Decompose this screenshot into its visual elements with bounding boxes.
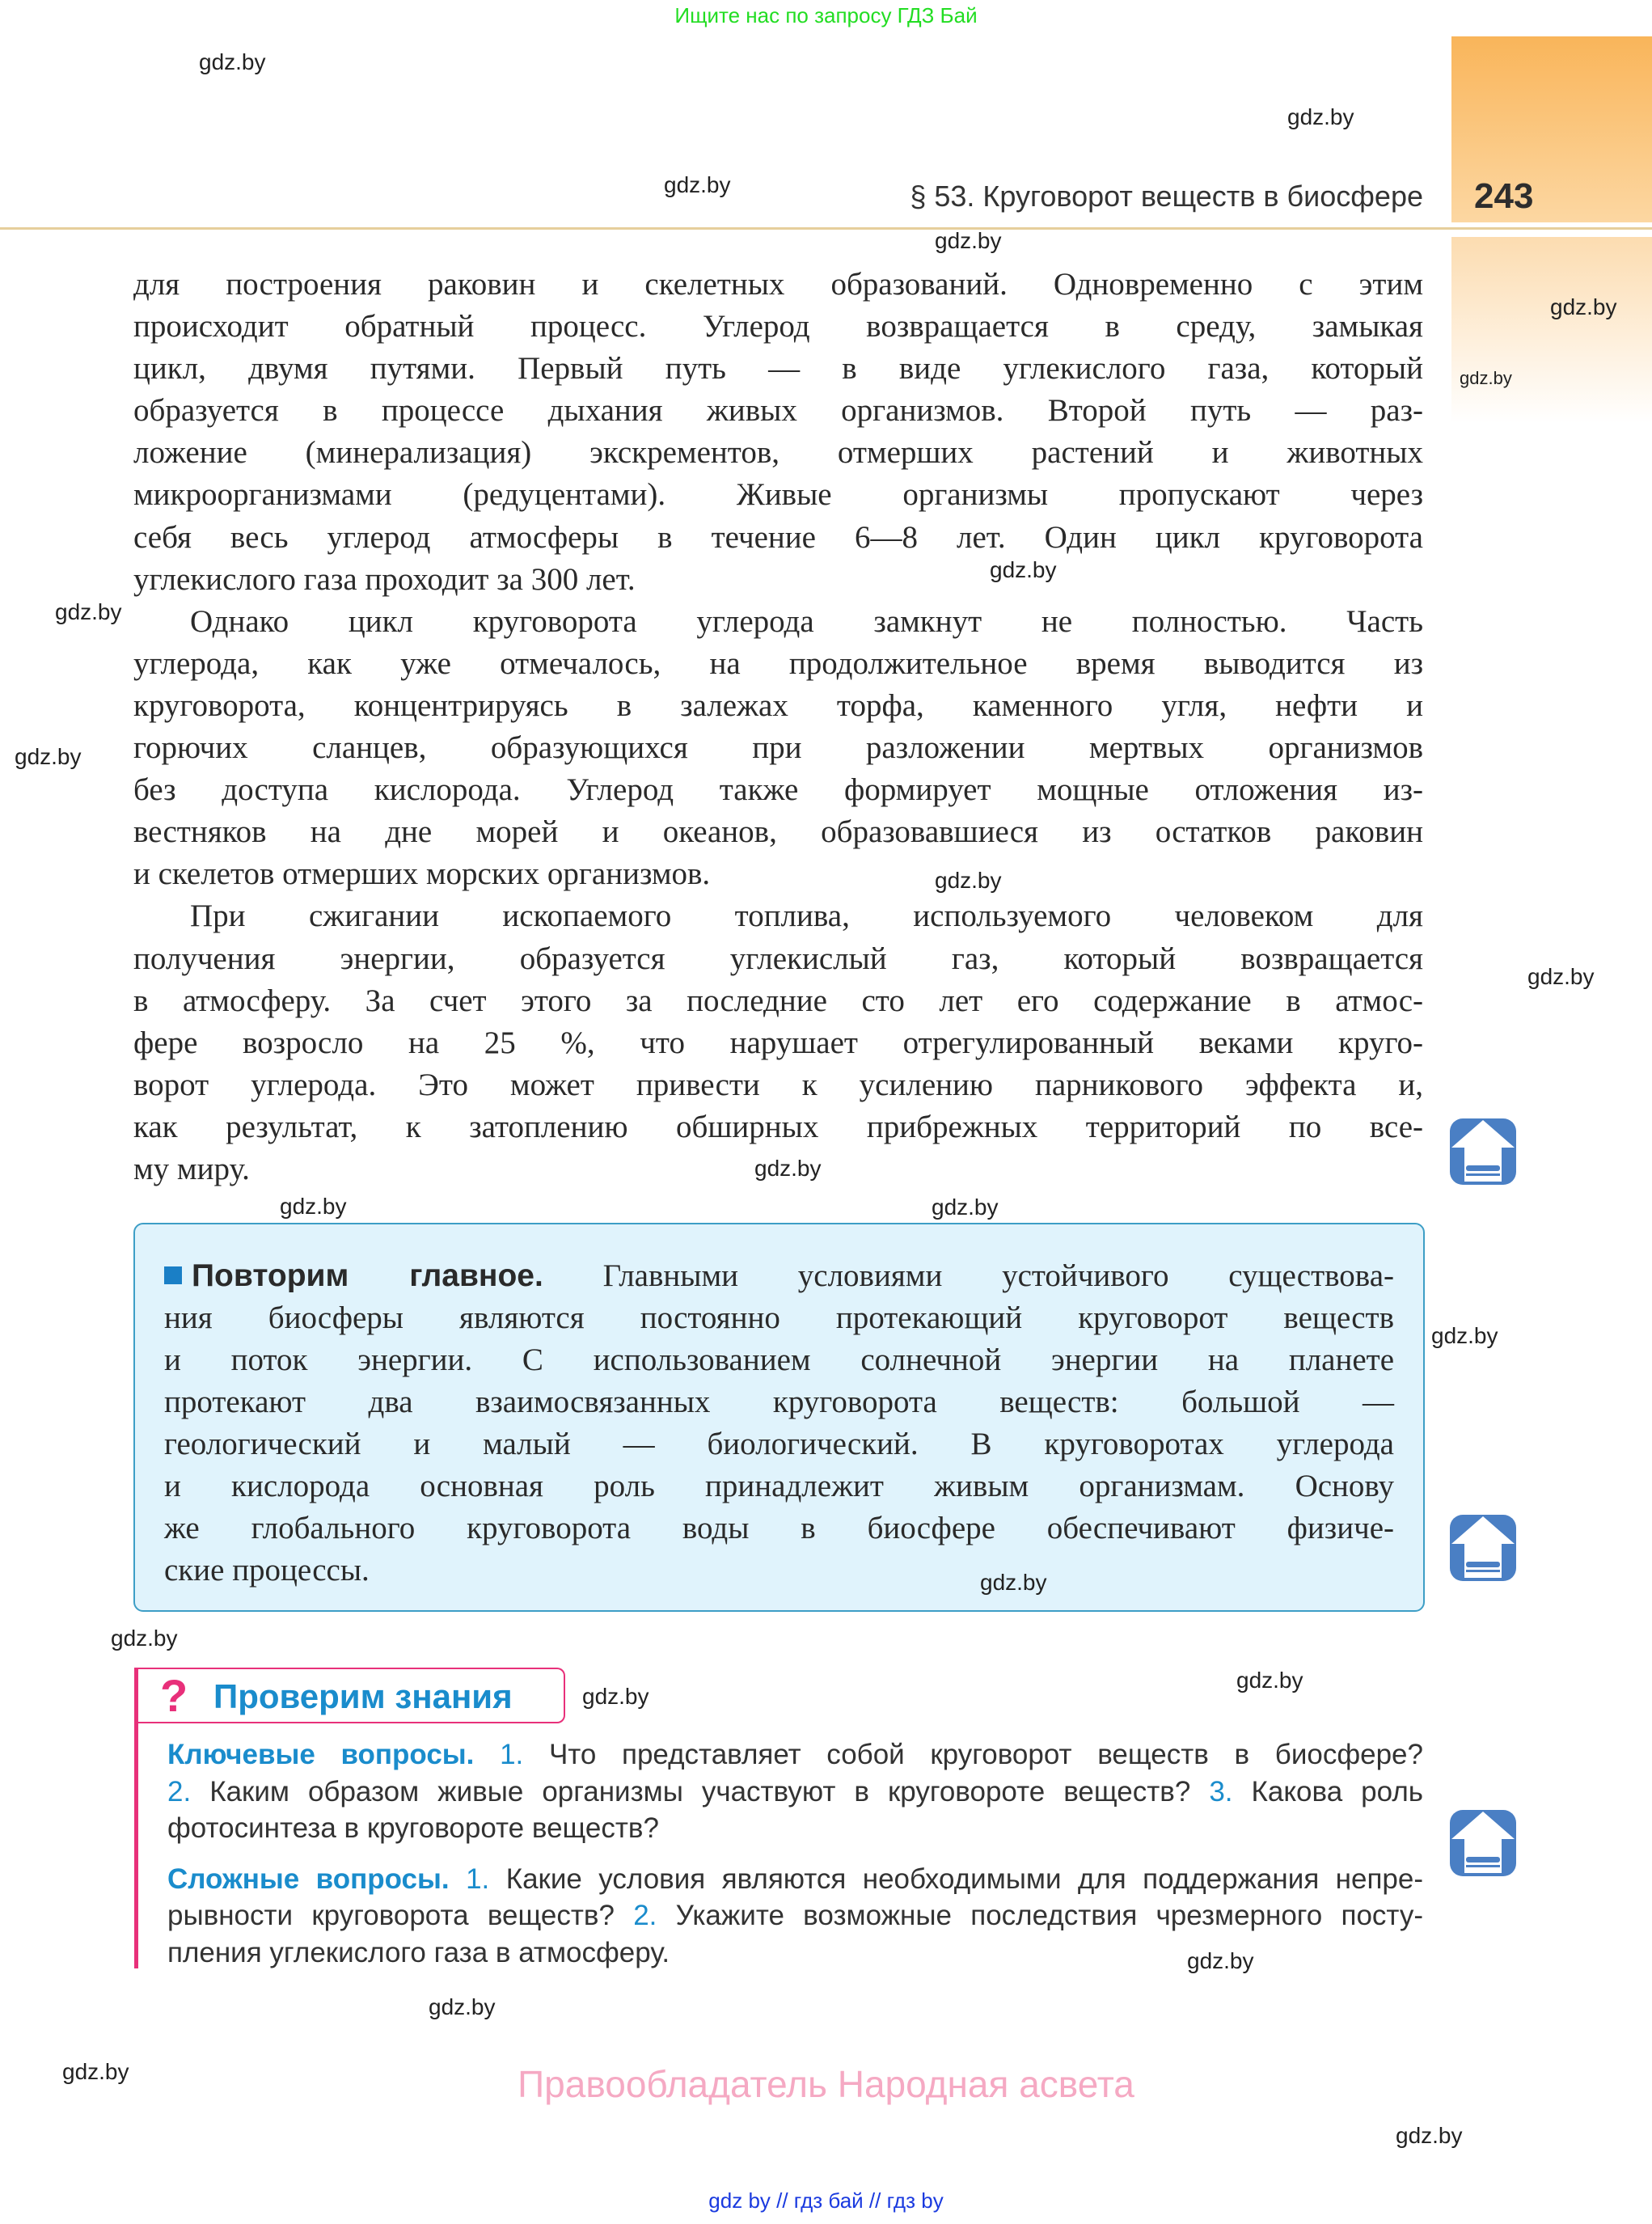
watermark: gdz.by [199,49,266,74]
questions-list [167,1736,1423,1972]
text-line: и поток энергии. С использованием солнечной энергии на планете [164,1342,1394,1377]
text-line: круговорота, концентрируясь в залежах торфа, каменного угля, нефти и [133,687,1423,723]
text-line: для построения раковин и скелетных образований. Одновременно с этим [133,267,1423,302]
text-line: ложение (минерализация) экскрементов, отмерших растений и животных [133,435,1423,471]
text-line: образуется в процессе дыхания живых организмов. Второй путь — раз- [133,393,1423,429]
watermark: gdz.by [55,599,122,624]
text-line: Однако цикл круговорота углерода замкнут не полностью. Часть [190,603,1423,639]
watermark: gdz.by [1431,1323,1498,1348]
scroll-up-icon[interactable] [1450,1810,1516,1876]
page-number: 243 [1474,176,1534,216]
watermark: gdz.by [1236,1668,1303,1693]
watermark: gdz.by [582,1684,649,1709]
header-divider [0,227,1652,230]
question-text: Укажите возможные последствия чрезмерного посту- [675,1900,1423,1932]
summary-box [133,1223,1425,1612]
text-line: углерода, как уже отмечалось, на продолжительное время выводится из [133,645,1423,681]
question-mark-icon: ? [160,1670,188,1721]
top-search-banner[interactable]: Ищите нас по запросу ГДЗ Бай [674,3,978,27]
watermark: gdz.by [935,868,1002,893]
watermark: gdz.by [932,1194,999,1220]
text-line: горючих сланцев, образующихся при разложении мертвых организмов [133,730,1423,766]
questions-title: Проверим знания [213,1677,513,1715]
watermark: gdz.by [980,1570,1047,1595]
watermark: gdz.by [754,1156,822,1181]
question-number: 1. [466,1862,490,1895]
question-line: пления углекислого газа в атмосферу. [167,1936,670,1968]
text-line: и кислорода основная роль принадлежит живым организмам. Основу [164,1469,1394,1503]
question-number: 3. [1209,1775,1233,1808]
question-line [167,1861,1423,1898]
watermark: gdz.by [1396,2123,1463,2148]
text-line: цикл, двумя путями. Первый путь — в виде углекислого газа, который [133,351,1423,387]
question-line [167,1897,1423,1934]
watermark: gdz.by [280,1194,347,1219]
question-text: Что представляет собой круговорот веществ в биосфере? [548,1739,1423,1770]
text-line: и скелетов отмерших морских организмов. [133,856,711,892]
text-line: При сжигании ископаемого топлива, используемого человеком для [190,898,1423,934]
summary-heading: Повторим главное. [192,1258,543,1293]
question-number: 2. [167,1775,192,1808]
questions-header [136,1668,565,1723]
summary-text: Главными условиями устойчивого существова- [602,1258,1395,1293]
watermark: gdz.by [935,228,1002,253]
text-line: получения энергии, образуется углекислый газ, который возвращается [133,941,1423,976]
watermark: gdz.by [1527,964,1595,989]
text-line: ния биосферы являются постоянно протекающий круговорот веществ [164,1300,1394,1335]
text-line: протекают два взаимосвязанных круговорота веществ: большой — [164,1385,1394,1419]
question-text: Каким образом живые организмы участвуют в круговороте веществ? [209,1775,1191,1808]
hard-questions-label: Сложные вопросы. [167,1862,450,1895]
watermark: gdz.by [1287,104,1354,129]
text-line: му миру. [133,1151,250,1186]
text-line: углекислого газа проходит за 300 лет. [133,561,636,597]
body-text [133,264,1423,1190]
question-line [167,1774,1423,1811]
text-line: же глобального круговорота воды в биосфере обеспечивают физиче- [164,1511,1394,1545]
text-line: вестняков на дне морей и океанов, образовавшиеся из остатков раковин [133,814,1423,850]
watermark: gdz.by [1187,1948,1254,1973]
question-line: фотосинтеза в круговороте веществ? [167,1812,659,1845]
watermark: gdz.by [664,172,731,197]
section-title: § 53. Круговорот веществ в биосфере [910,180,1423,213]
scroll-up-icon[interactable] [1450,1515,1516,1581]
page-tab-fade [1451,237,1652,423]
watermark: gdz.by [990,557,1057,582]
text-line: микроорганизмами (редуцентами). Живые организмы пропускают через [133,477,1423,513]
question-number: 2. [633,1900,657,1932]
text-line: себя весь углерод атмосферы в течение 6—8 лет. Один цикл круговорота [133,519,1423,555]
text-line: фере возросло на 25 %, что нарушает отрегулированный веками круго- [133,1025,1423,1060]
square-bullet-icon [164,1266,182,1284]
question-text: Какие условия являются необходимыми для поддержания непре- [505,1862,1424,1895]
text-line: без доступа кислорода. Углерод также формирует мощные отложения из- [133,772,1423,808]
text-line [164,1255,1394,1297]
watermark: gdz.by [1460,368,1512,388]
text-line: в атмосферу. За счет этого за последние сто лет его содержание в атмос- [133,983,1423,1018]
text-line: ские процессы. [164,1553,370,1588]
key-questions-label: Ключевые вопросы. [167,1739,475,1770]
question-number: 1. [500,1739,524,1770]
watermark: gdz.by [62,2059,129,2084]
watermark: gdz.by [111,1626,178,1651]
text-line: происходит обратный процесс. Углерод возвращается в среду, замыкая [133,309,1423,345]
copyright-notice: Правообладатель Народная асвета [518,2063,1134,2105]
text-line: как результат, к затоплению обширных прибрежных территорий по все- [133,1109,1423,1144]
scroll-up-icon[interactable] [1450,1118,1516,1185]
watermark: gdz.by [15,744,82,769]
text-line: геологический и малый — биологический. В круговоротах углерода [164,1427,1394,1461]
footer-links[interactable]: gdz by // гдз бай // гдз by [708,2188,944,2213]
question-text: Какова роль [1251,1775,1423,1808]
watermark: gdz.by [1550,294,1617,319]
text-line: ворот углерода. Это может привести к усилению парникового эффекта и, [133,1067,1423,1102]
watermark: gdz.by [429,1994,496,2019]
question-text: рывности круговорота веществ? [167,1900,615,1932]
question-line [167,1736,1423,1774]
